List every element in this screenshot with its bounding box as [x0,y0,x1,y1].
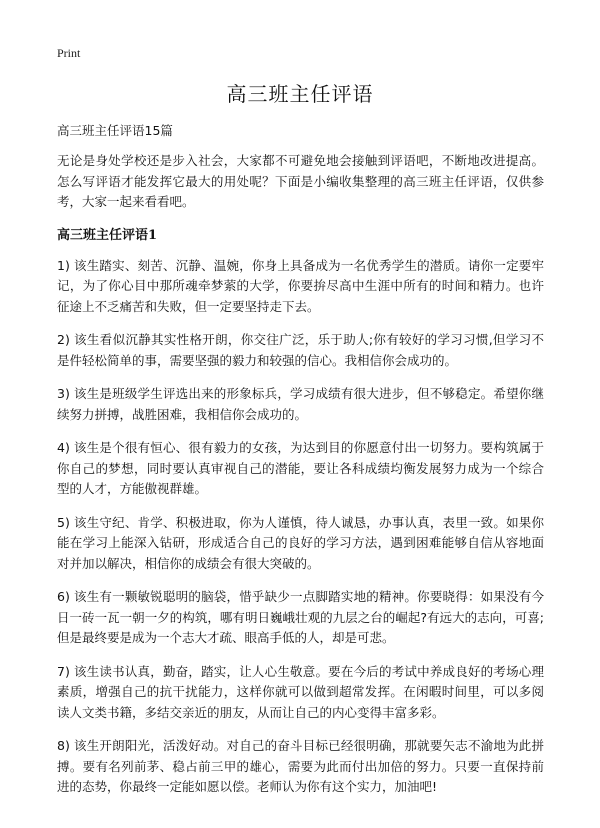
comment-item-2: 2) 该生看似沉静其实性格开朗，你交往广泛，乐于助人;你有较好的学习习惯,但学习不是件轻松简单的事，需要坚强的毅力和较强的信心。我相信你会成功的。 [57,332,544,368]
comment-item-6: 6) 该生有一颗敏锐聪明的脑袋，惜乎缺少一点脚踏实地的精神。你要晓得：如果没有今日一砖一瓦一朝一夕的构筑，哪有明日巍峨壮观的九层之台的崛起?有远大的志向，可喜;但是最终要是成为一个志大才疏、眼高手低的人，却是可悲。 [57,589,544,645]
comment-item-1: 1) 该生踏实、刻苦、沉静、温婉，你身上具备成为一名优秀学生的潜质。请你一定要牢记，为了你心目中那所魂牵梦萦的大学，你要拚尽高中生涯中所有的时间和精力。也许征途上不乏痛苦和失败，但一定要坚持走下去。 [57,257,544,314]
section-heading: 高三班主任评语1 [57,227,158,243]
print-link[interactable]: Print [57,46,81,60]
comment-item-7: 7) 该生读书认真，勤奋，踏实，让人心生敬意。要在今后的考试中养成良好的考场心理素质，增强自己的抗干扰能力，这样你就可以做到超常发挥。在闲暇时间里，可以多阅读人文类书籍，多结交亲近的朋友，从而让自己的内心变得丰富多彩。 [57,663,544,720]
comment-item-5: 5) 该生守纪、肯学、积极进取，你为人谨慎，待人诚恳，办事认真，表里一致。如果你能在学习上能深入钻研，形成适合自己的良好的学习方法，遇到困难能够自信从容地面对并加以解决，相信你的成绩会有很大突破的。 [57,514,544,571]
comment-item-4: 4) 该生是个很有恒心、很有毅力的女孩，为达到目的你愿意付出一切努力。要构筑属于你自己的梦想，同时要认真审视自己的潜能，要让各科成绩均衡发展努力成为一个综合型的人才，方能傲视群雄。 [57,440,544,496]
article-body [57,151,544,811]
article-subtitle: 高三班主任评语15篇 [57,123,173,138]
comment-item-3: 3) 该生是班级学生评选出来的形象标兵，学习成绩有很大进步，但不够稳定。希望你继续努力拼搏，战胜困难，我相信你会成功的。 [57,386,544,422]
intro-paragraph: 无论是身处学校还是步入社会，大家都不可避免地会接触到评语吧，不断地改进提高。怎么写评语才能发挥它最大的用处呢？下面是小编收集整理的高三班主任评语，仅供参考，大家一起来看看吧。 [57,153,544,209]
comment-item-8: 8) 该生开朗阳光，活泼好动。对自己的奋斗目标已经很明确，那就要矢志不渝地为此拼搏。要有名列前茅、稳占前三甲的雄心，需要为此而付出加倍的努力。只要一直保持前进的态势，你最终一定能如愿以偿。老师认为你有这个实力，加油吧! [57,738,544,794]
page-title: 高三班主任评语 [226,82,374,106]
